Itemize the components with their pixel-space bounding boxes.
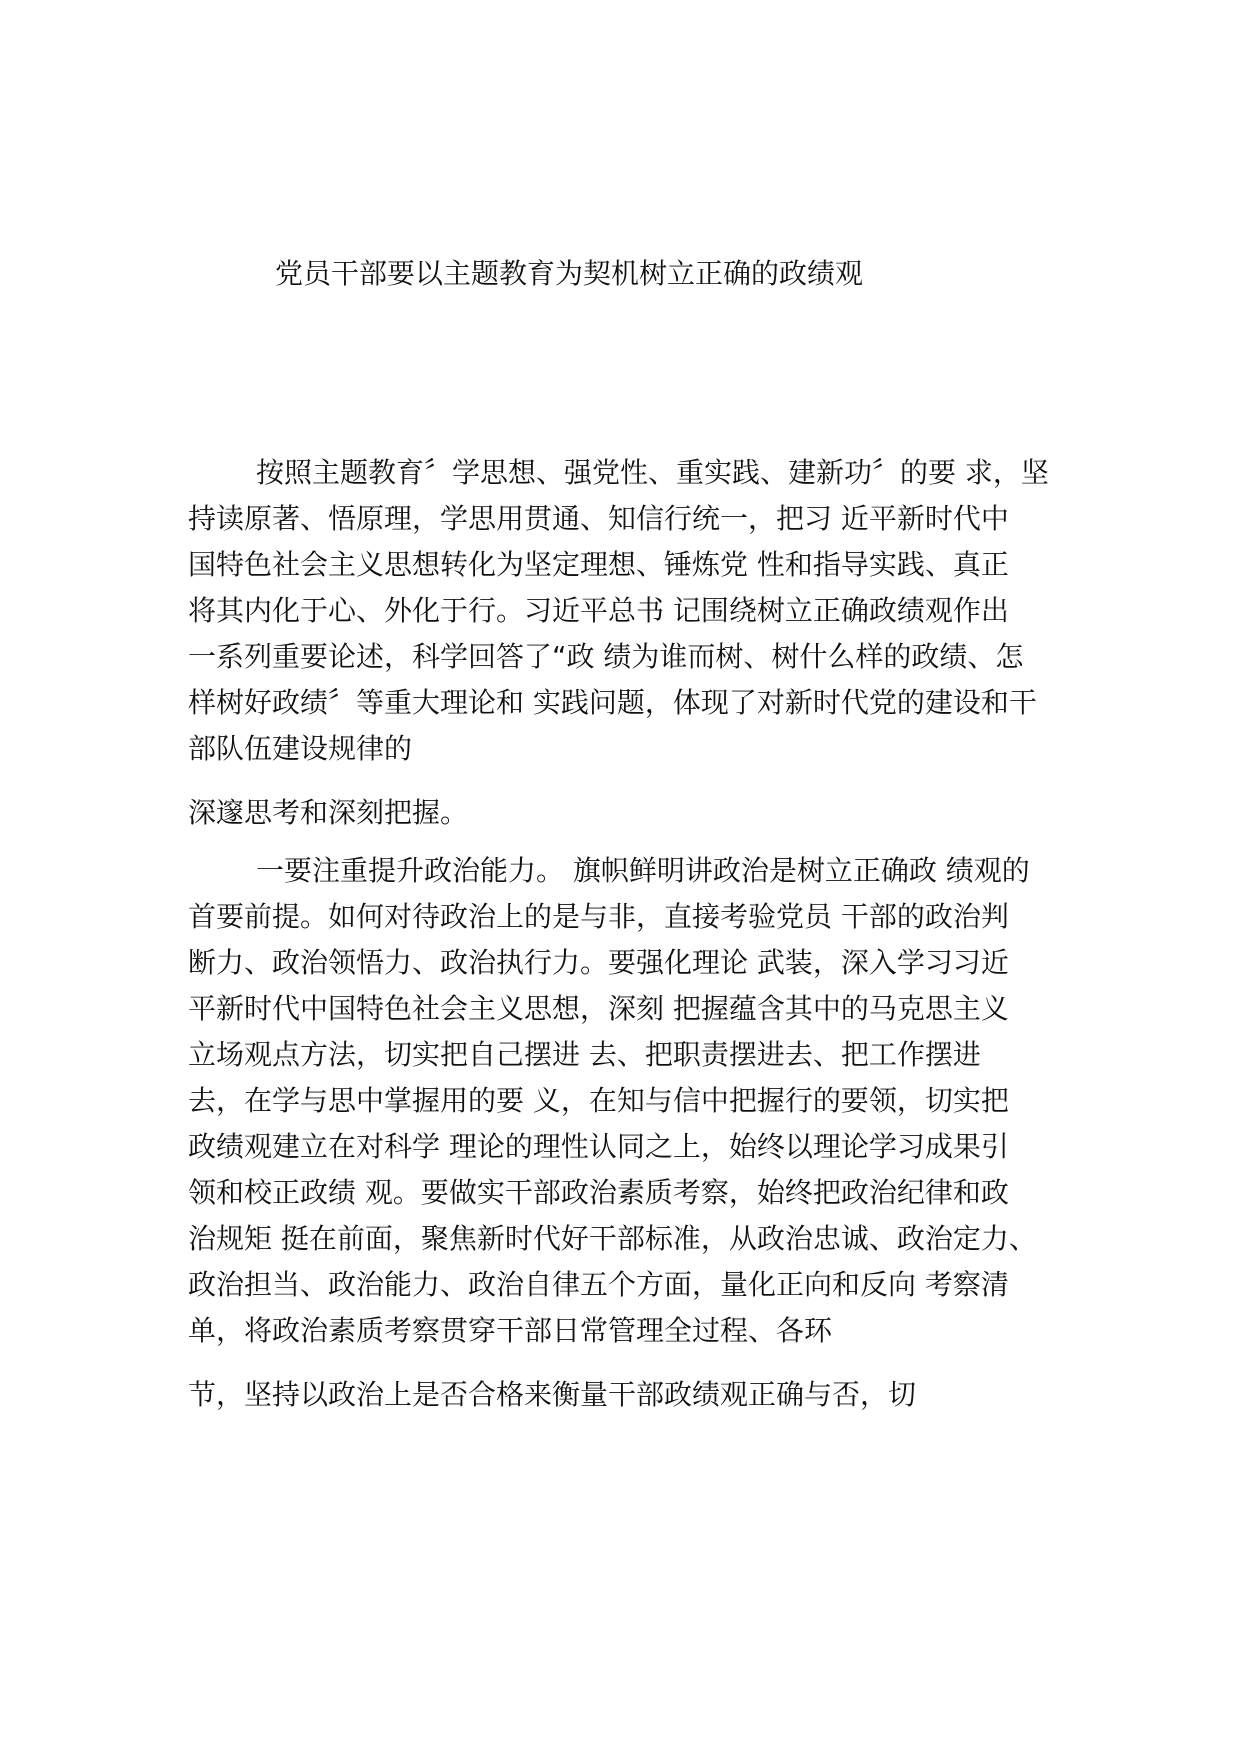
paragraph-line: 部队伍建设规律的 <box>188 732 413 765</box>
paragraph-line: 持读原著、悟原理，学思用贯通、知信行统一，把习 近平新时代中 <box>188 502 1009 535</box>
paragraph-line: 治规矩 挺在前面，聚焦新时代好干部标准，从政治忠诚、政治定力、 <box>188 1222 1037 1255</box>
paragraph-line: 将其内化于心、外化于行。习近平总书 记围绕树立正确政绩观作出 <box>188 594 1009 627</box>
paragraph-line: 首要前提。如何对待政治上的是与非，直接考验党员 干部的政治判 <box>188 900 1009 933</box>
paragraph-line: 断力、政治领悟力、政治执行力。要强化理论 武装，深入学习习近 <box>188 946 1009 979</box>
paragraph-line: 国特色社会主义思想转化为坚定理想、锤炼党 性和指导实践、真正 <box>188 548 1009 581</box>
paragraph-line: 一要注重提升政治能力。 旗帜鲜明讲政治是树立正确政 绩观的 <box>256 854 1030 887</box>
paragraph-line: 按照主题教育〞学思想、强党性、重实践、建新功〞的要 求，坚 <box>256 456 1049 489</box>
paragraph-line: 样树好政绩〞等重大理论和 实践问题，体现了对新时代党的建设和干 <box>188 686 1037 719</box>
paragraph-line: 政治担当、政治能力、政治自律五个方面，量化正向和反向 考察清 <box>188 1268 1009 1301</box>
document-title: 党员干部要以主题教育为契机树立正确的政绩观 <box>275 257 864 290</box>
paragraph-line: 深邃思考和深刻把握。 <box>188 796 469 829</box>
paragraph-line: 单，将政治素质考察贯穿干部日常管理全过程、各环 <box>188 1314 833 1347</box>
paragraph-line: 立场观点方法，切实把自己摆进 去、把职责摆进去、把工作摆进 <box>188 1038 981 1071</box>
paragraph-line: 节，坚持以政治上是否合格来衡量干部政绩观正确与否，切 <box>188 1378 917 1411</box>
paragraph-line: 去，在学与思中掌握用的要 义，在知与信中把握行的要领，切实把 <box>188 1084 1009 1117</box>
paragraph-line: 一系列重要论述，科学回答了“政 绩为谁而树、树什么样的政绩、怎 <box>188 640 1024 673</box>
paragraph-line: 政绩观建立在对科学 理论的理性认同之上，始终以理论学习成果引 <box>188 1130 1009 1163</box>
paragraph-line: 平新时代中国特色社会主义思想，深刻 把握蕴含其中的马克思主义 <box>188 992 1009 1025</box>
paragraph-line: 领和校正政绩 观。要做实干部政治素质考察，始终把政治纪律和政 <box>188 1176 1009 1209</box>
